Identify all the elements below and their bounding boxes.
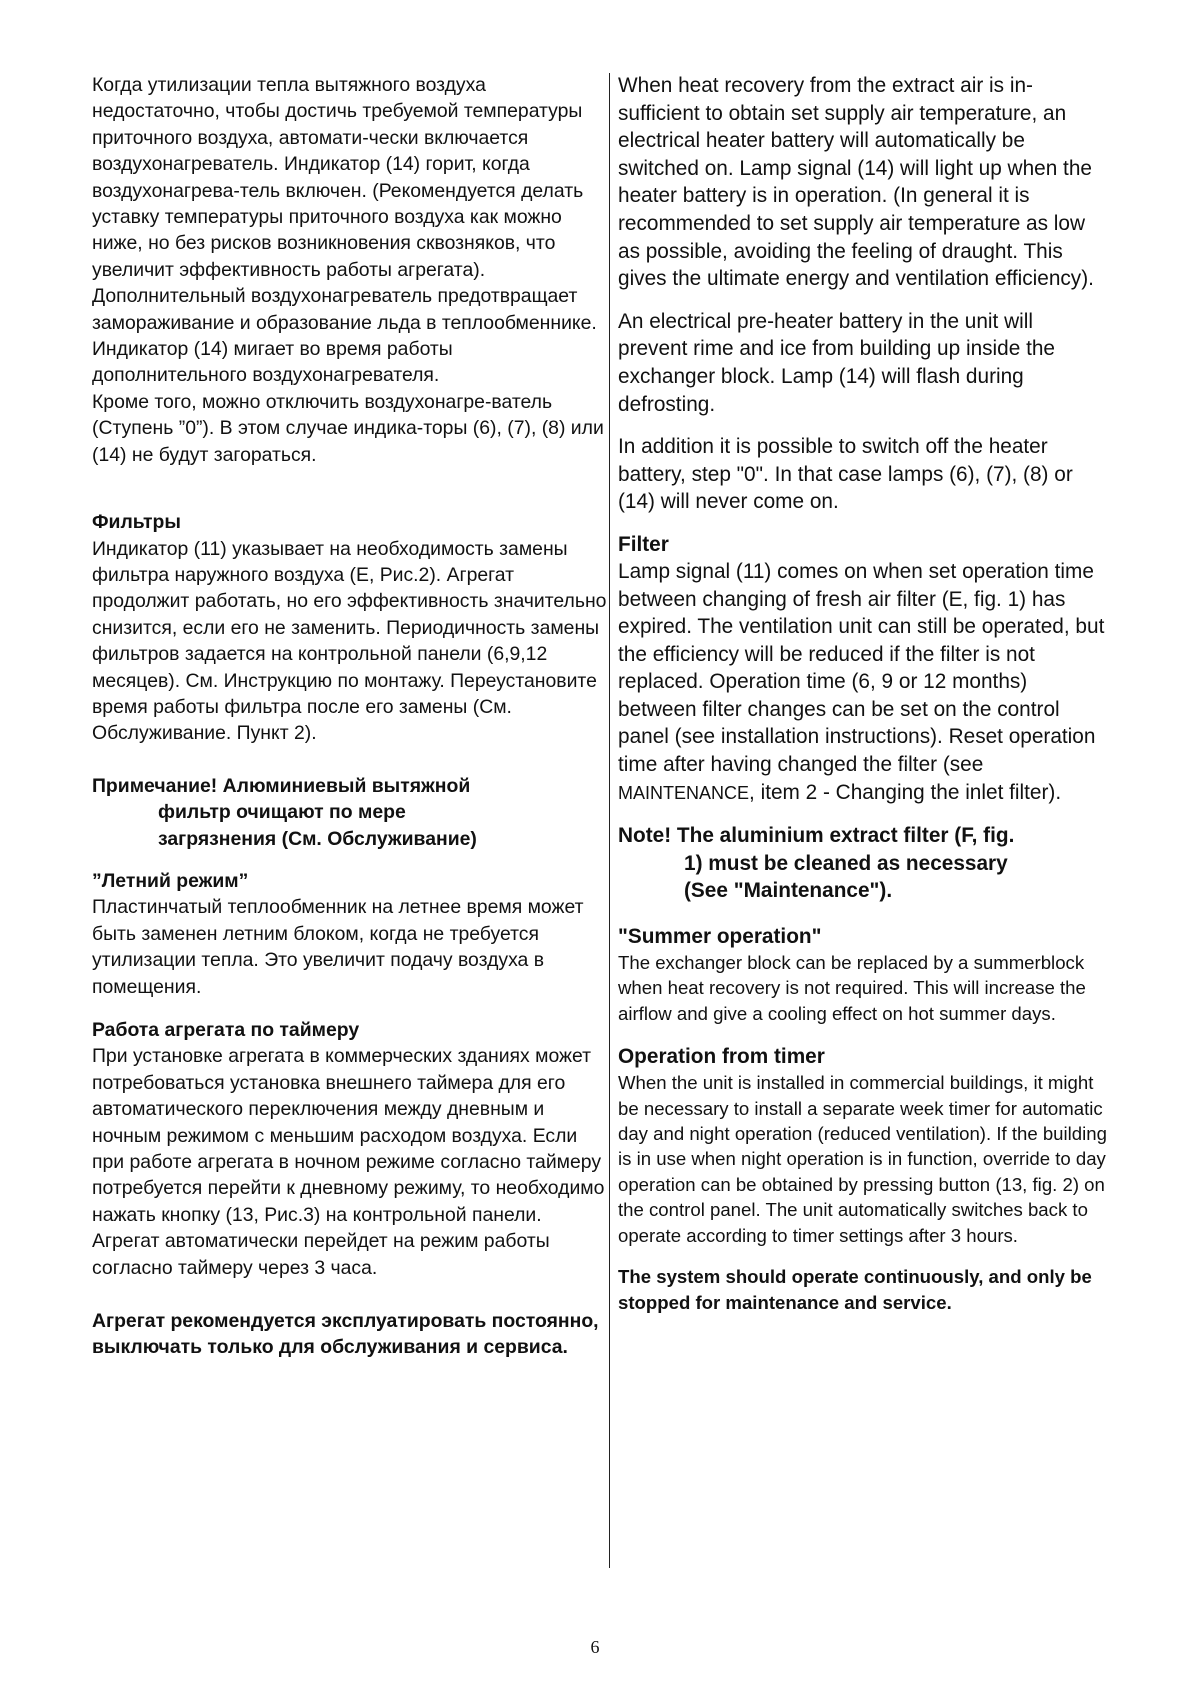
en-summer-body: The exchanger block can be replaced by a summerblock when heat recovery is not required. This will increase the airflow and give a cooling effect on hot summer days. (618, 952, 1086, 1024)
russian-column (92, 72, 607, 1361)
ru-note-line3: загрязнения (См. Обслуживание) (158, 827, 477, 850)
ru-note-label: Примечание! (92, 774, 218, 797)
ru-timer-heading: Работа агрегата по таймеру (92, 1019, 360, 1041)
en-maintenance-ref: MAINTENANCE (618, 782, 750, 803)
ru-preheater-paragraph: Дополнительный воздухонагреватель предотвращает замораживание и образование льда в теплообменнике. Индикатор (14) мигает во время работы дополнительного воздухонагревателя. (92, 285, 597, 387)
ru-switch-off-paragraph: Кроме того, можно отключить воздухонагре-ватель (Ступень ”0”). В этом случае индика-торы (6), (7), (8) или (14) не будут загораться. (92, 390, 604, 466)
en-filter-body (618, 558, 1108, 807)
ru-summer-body: Пластинчатый теплообменник на летнее время может быть заменен летним блоком, когда не требуется утилизации тепла. Это увеличит подачу воздуха в помещения. (92, 896, 584, 998)
en-filter-body-text: Lamp signal (11) comes on when set operation time between changing of fresh air filter (E, fig. 1) has expired. The ventilation unit can still be operated, but the efficiency will be reduced if the filter is not replaced. Operation time (6, 9 or 12 months) between filter changes can be set on the control panel (see installation instructions). Reset operation time after having changed the filter (see (618, 559, 1105, 777)
en-filter-body-end: , item 2 - Changing the inlet filter). (749, 780, 1062, 804)
en-summer-heading: "Summer operation" (618, 925, 822, 949)
ru-note-line2: фильтр очищают по мере (158, 801, 406, 824)
en-note-line2: 1) must be cleaned as necessary (684, 851, 1008, 875)
english-column (618, 72, 1108, 1315)
ru-summer-heading: ”Летний режим” (92, 869, 249, 892)
column-divider (609, 73, 610, 1568)
ru-filters-heading: Фильтры (92, 511, 181, 534)
page-number: 6 (590, 1637, 600, 1657)
en-switch-off-paragraph: In addition it is possible to switch off the heater battery, step "0". In that case lamps (6), (7), (8) or (14) will never come on. (618, 435, 1073, 514)
ru-heater-paragraph: Когда утилизации тепла вытяжного воздуха недостаточно, чтобы достичь требуемой температуры приточного воздуха, автомати-чески включается воздухонагреватель. Индикатор (14) горит, когда воздухонагрева-тель включен. (Рекомендуется делать уставку температуры приточного воздуха как можно ниже, но без рисков возникновения сквозняков, что увеличит эффективность работы агрегата). (92, 74, 584, 281)
ru-note (92, 773, 607, 852)
ru-timer-body: При установке агрегата в коммерческих зданиях может потребоваться установка внешнего таймера для его автоматического переключения между дневным и ночным режимом с меньшим расходом воздуха. Если при работе агрегата в ночном режиме согласно таймеру потребуется перейти к дневному режиму, то необходимо нажать кнопку (13, Рис.3) на контрольной панели. Агрегат автоматически перейдет на режим работы согласно таймеру через 3 часа. (92, 1045, 605, 1279)
en-note-label: Note! (618, 824, 672, 848)
en-timer-body: When the unit is installed in commercial buildings, it might be necessary to install a separate week timer for automatic day and night operation (reduced ventilation). If the building is in use when night operation is in function, override to day operation can be obtained by pressing button (13, fig. 2) on the control panel. The unit automatically switches back to operate according to timer settings after 3 hours. (618, 1072, 1107, 1246)
ru-filters-body: Индикатор (11) указывает на необходимость замены фильтра наружного воздуха (E, Рис.2). Агрегат продолжит работать, но его эффективность значительно снизится, если его не заменить. Периодичность замены фильтров задается на контрольной панели (6,9,12 месяцев). См. Инструкцию по монтажу. Переустановите время работы фильтра после его замены (См. Обслуживание. Пункт 2). (92, 537, 607, 745)
en-note-line1: The aluminium extract filter (F, fig. (676, 824, 1015, 848)
ru-final-note: Агрегат рекомендуется эксплуатировать постоянно, выключать только для обслуживания и сервиса. (92, 1310, 599, 1359)
ru-note-line1: Алюминиевый вытяжной (222, 774, 471, 797)
en-note-line3: (See "Maintenance"). (684, 879, 893, 903)
en-timer-heading: Operation from timer (618, 1045, 825, 1069)
en-filter-heading: Filter (618, 532, 669, 556)
en-note (618, 822, 1108, 905)
en-preheater-paragraph: An electrical pre-heater battery in the unit will prevent rime and ice from building up inside the exchanger block. Lamp (14) will flash during defrosting. (618, 309, 1055, 416)
en-final-note: The system should operate continuously, and only be stopped for maintenance and service. (618, 1266, 1092, 1313)
en-heater-paragraph: When heat recovery from the extract air is in-sufficient to obtain set supply air temperature, an electrical heater battery will automatically be switched on. Lamp signal (14) will light up when the heater battery is in operation. (In general it is recommended to set supply air temperature as low as possible, avoiding the feeling of draught. This gives the ultimate energy and ventilation efficiency). (618, 74, 1094, 291)
